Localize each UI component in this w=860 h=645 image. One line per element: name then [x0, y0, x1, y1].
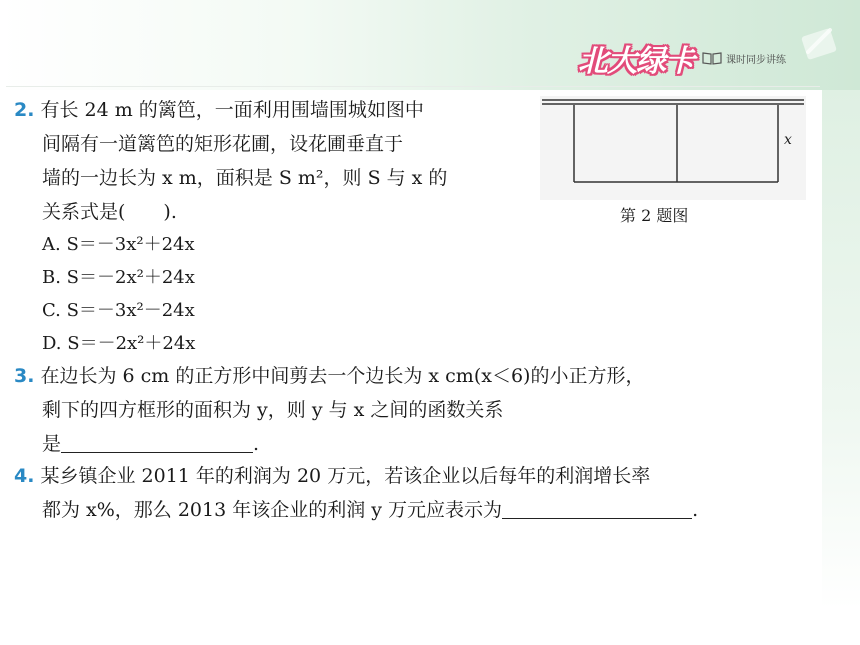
- q4-prefix: 都为 x%，那么 2013 年该企业的利润 y 万元应表示为: [42, 499, 503, 521]
- q2-option-d: D. S＝－2x²＋24x: [42, 333, 196, 354]
- q3-answer-blank[interactable]: [61, 430, 253, 453]
- q2-option-c: C. S＝－3x²－24x: [42, 300, 195, 321]
- q2-text-1: 有长 24 m 的篱笆，一面利用围墙围城如图中: [40, 99, 424, 121]
- q3-text-1: 在边长为 6 cm 的正方形中间剪去一个边长为 x cm(x＜6)的小正方形，: [40, 365, 645, 387]
- brand-subtitle: 课时同步讲练: [726, 54, 786, 66]
- side-strip: [822, 90, 860, 610]
- q2-line-2: 间隔有一道篱笆的矩形花圃，设花圃垂直于: [42, 133, 404, 155]
- pen-paper-icon: [796, 18, 842, 64]
- q3-line-1: [14, 360, 644, 392]
- q2-option-a: A. S＝－3x²＋24x: [42, 234, 195, 255]
- q3-line-3: [42, 428, 259, 460]
- q2-line-1: [14, 94, 424, 126]
- figure-caption: 第 2 题图: [620, 206, 689, 225]
- q3-suffix: .: [253, 433, 260, 455]
- header-divider: [6, 86, 820, 87]
- q2-line-4: 关系式是( ).: [42, 201, 177, 223]
- q3-line-2: 剩下的四方框形的面积为 y，则 y 与 x 之间的函数关系: [42, 399, 504, 421]
- q2-number: 2.: [14, 99, 35, 121]
- q4-line-2: [42, 494, 698, 526]
- q4-line-1: [14, 460, 650, 492]
- q2-line-3: 墙的一边长为 x m，面积是 S m²，则 S 与 x 的: [42, 167, 448, 189]
- q4-number: 4.: [14, 465, 35, 487]
- brand-name: 北大绿卡: [578, 44, 694, 79]
- brand-logo: [578, 36, 786, 80]
- open-book-icon: [702, 51, 722, 65]
- q2-option-b: B. S＝－2x²＋24x: [42, 267, 195, 288]
- q4-suffix: .: [692, 499, 699, 521]
- q2-figure: [540, 96, 806, 200]
- q3-prefix: 是: [42, 433, 62, 455]
- q3-number: 3.: [14, 365, 35, 387]
- q4-answer-blank[interactable]: [502, 496, 692, 519]
- q4-text-1: 某乡镇企业 2011 年的利润为 20 万元，若该企业以后每年的利润增长率: [40, 465, 651, 487]
- figure-x-label: x: [784, 132, 792, 148]
